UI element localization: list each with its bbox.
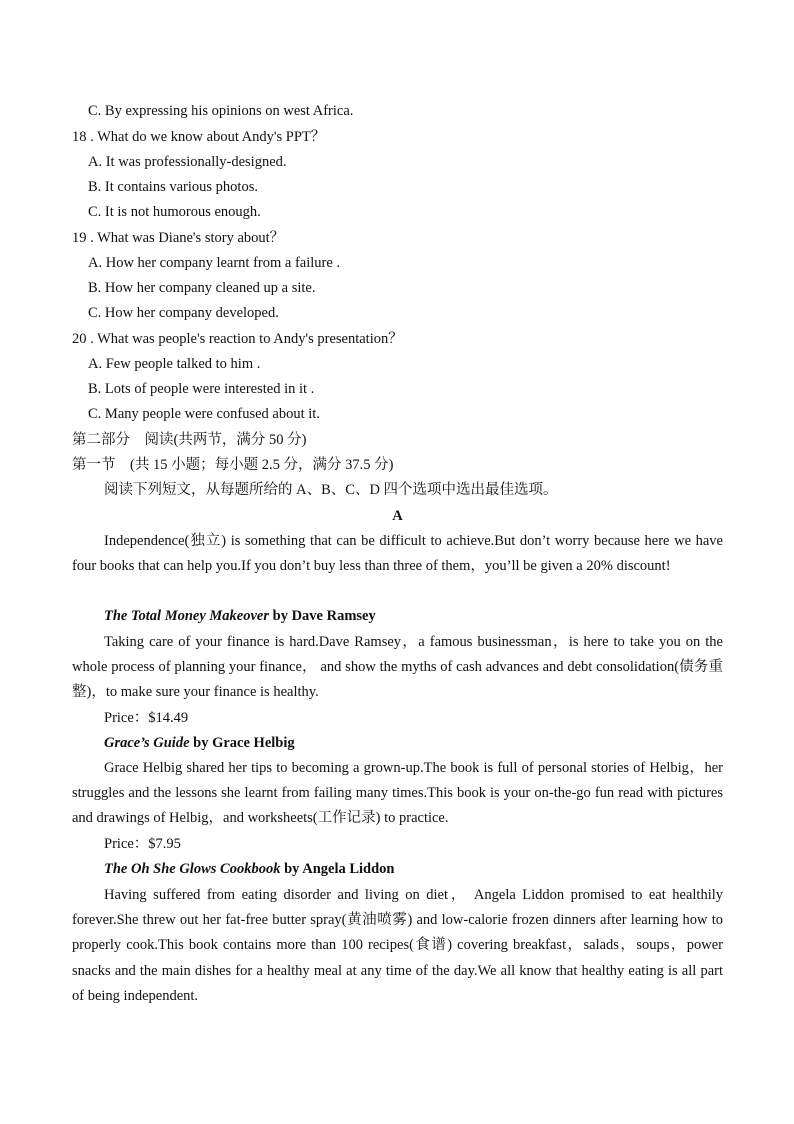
book-3-title: The Oh She Glows Cookbook (104, 861, 281, 877)
book-2-author: by Grace Helbig (189, 735, 295, 751)
q18-stem: 18 . What do we know about Andy's PPT？ (72, 129, 326, 145)
q20-option-b: B. Lots of people were interested in it . (88, 381, 315, 397)
intro-text: Independence(独立) is something that can be difficult to achieve.But don’t worry because here we have four books that can help you.If you don’t buy less than three of them，you’ll be given a 20% discount! (72, 533, 723, 575)
book-title-1 (104, 606, 376, 626)
q20-option-a: A. Few people talked to him . (88, 356, 261, 372)
q20-option-c: C. Many people were confused about it. (88, 406, 320, 422)
book-2-title: Grace’s Guide (104, 735, 190, 751)
book-3-description: Having suffered from eating disorder and living on diet， Angela Liddon promised to eat healthily forever.She threw out her fat-free butter spray(黄油喷雾) and low-calorie frozen dinners after learning how to properly cook.This book contains more than 100 recipes(食谱) covering breakfast，salads，soups，power snacks and the main dishes for a healthy meal at any time of the day.We all know that healthy eating is all part of being independent. (72, 887, 723, 1004)
book-1-author: by Dave Ramsey (269, 608, 376, 624)
book-title-2 (104, 733, 295, 753)
q19-option-c: C. How her company developed. (88, 305, 279, 321)
book-2-description: Grace Helbig shared her tips to becoming a grown-up.The book is full of personal stories of Helbig，her struggles and the lessons she learnt from failing many times.This book is your on-the-go fun read with pictures and drawings of Helbig，and worksheets(工作记录) to practice. (72, 760, 723, 827)
book-2-description-block (72, 756, 723, 832)
instruction: 阅读下列短文，从每题所给的 A、B、C、D 四个选项中选出最佳选项。 (104, 482, 558, 498)
book-2-price: Price：$7.95 (104, 836, 181, 852)
q17-option-c: C. By expressing his opinions on west Africa. (88, 103, 354, 119)
q19-option-a: A. How her company learnt from a failure . (88, 255, 341, 271)
q20-stem: 20 . What was people's reaction to Andy's presentation？ (72, 331, 403, 347)
book-1-description-block (72, 630, 723, 706)
passage-label: A (392, 508, 403, 524)
q18-option-a: A. It was professionally-designed. (88, 154, 287, 170)
section-one-heading: 第一节 (共 15 小题；每小题 2.5 分，满分 37.5 分) (72, 457, 394, 473)
q19-stem: 19 . What was Diane's story about？ (72, 230, 285, 246)
book-3-description-block (72, 883, 723, 1009)
book-title-3 (104, 859, 395, 879)
q18-option-b: B. It contains various photos. (88, 179, 258, 195)
book-3-author: by Angela Liddon (280, 861, 395, 877)
book-1-price: Price：$14.49 (104, 710, 189, 726)
q18-option-c: C. It is not humorous enough. (88, 204, 261, 220)
intro-paragraph (72, 529, 723, 579)
q19-option-b: B. How her company cleaned up a site. (88, 280, 316, 296)
part-two-heading: 第二部分 阅读(共两节，满分 50 分) (72, 432, 307, 448)
book-1-title: The Total Money Makeover (104, 608, 269, 624)
book-1-description: Taking care of your finance is hard.Dave Ramsey，a famous businessman，is here to take you on the whole process of planning your finance， and show the myths of cash advances and debt consolidation(债务重整)，to make sure your finance is healthy. (72, 634, 723, 701)
